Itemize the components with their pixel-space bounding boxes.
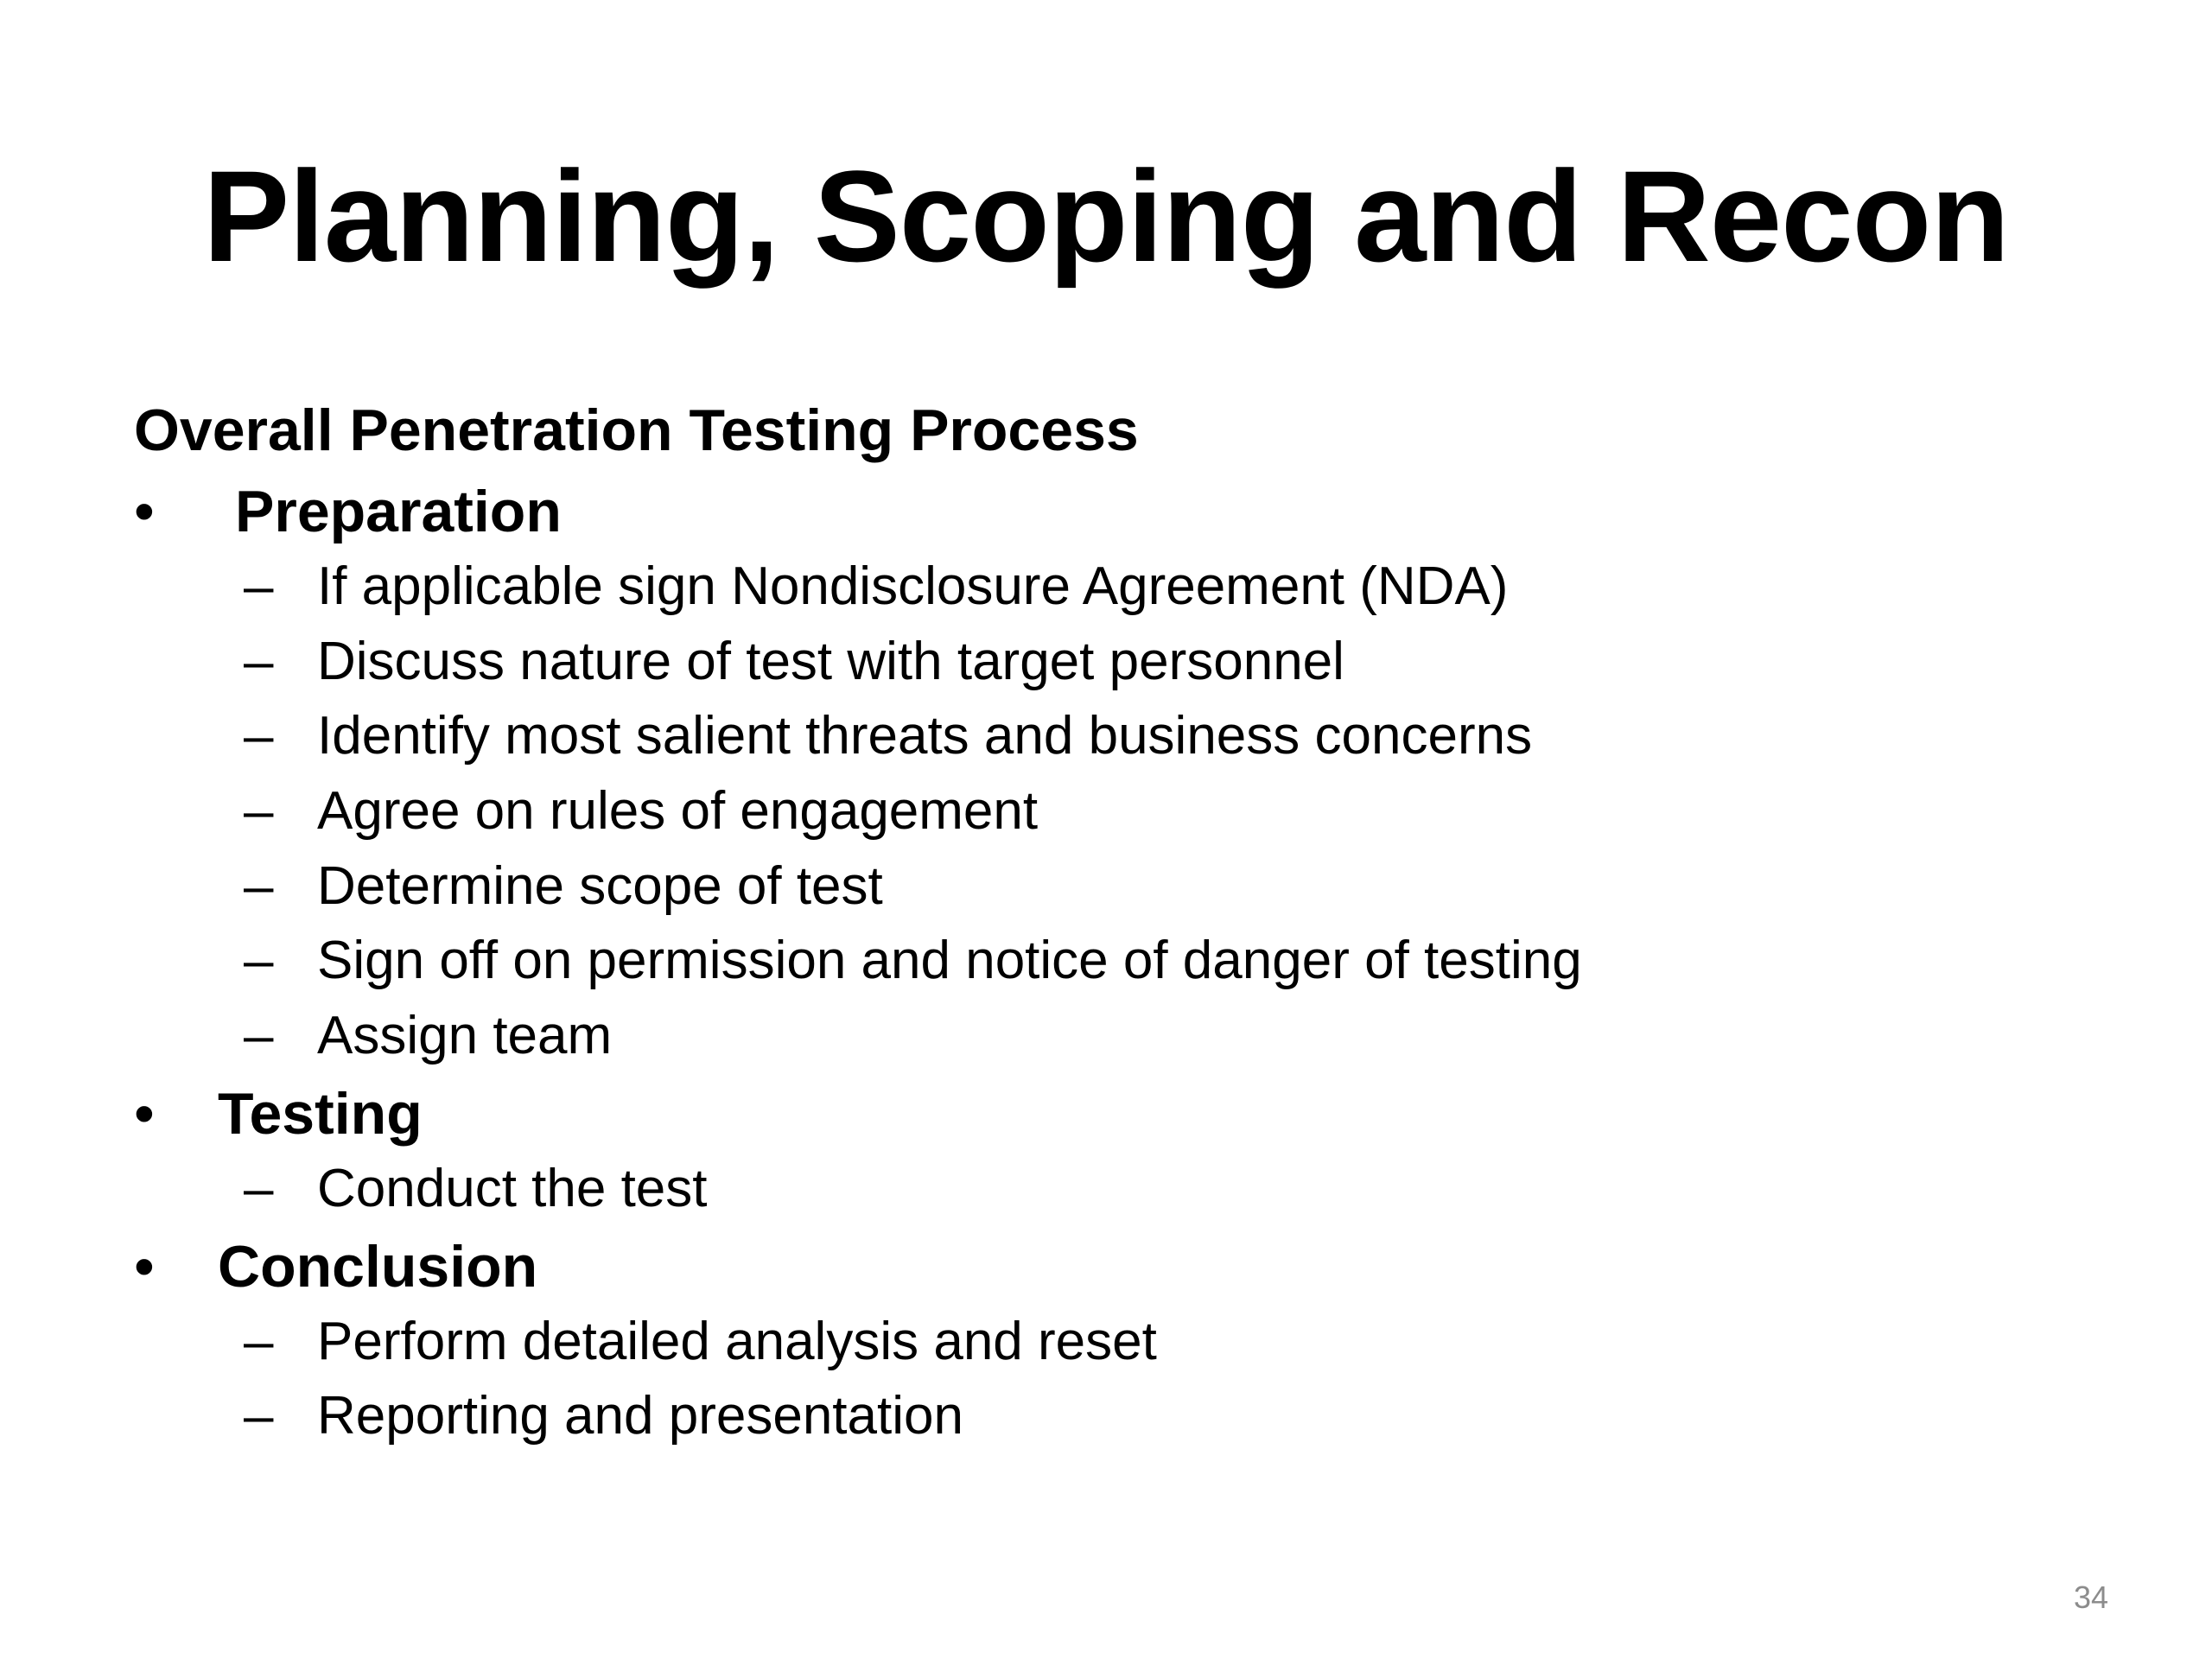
list-item: [134, 1154, 2121, 1230]
list-item-text: Discuss nature of test with target personnel: [317, 631, 1344, 691]
list-item: [134, 777, 2121, 852]
bullet-dot-icon: •: [134, 479, 155, 544]
list-item-text: Assign team: [317, 1006, 613, 1066]
dash-icon: –: [244, 855, 274, 916]
bullet-label: Testing: [218, 1080, 423, 1147]
list-item-text: Conduct the test: [317, 1158, 708, 1218]
dash-icon: –: [244, 706, 274, 766]
bullet-conclusion: [134, 1230, 2121, 1307]
list-item-text: Sign off on permission and notice of danger of testing: [317, 931, 1582, 991]
bullet-label: Preparation: [235, 479, 562, 544]
dash-icon: –: [244, 556, 274, 616]
list-item: [134, 627, 2121, 702]
dash-icon: –: [244, 1006, 274, 1066]
section-heading: Overall Penetration Testing Process: [134, 397, 1139, 463]
bullet-label: Conclusion: [218, 1233, 538, 1300]
list-item: [134, 702, 2121, 777]
list-item-text: Perform detailed analysis and reset: [317, 1311, 1157, 1371]
dash-icon: –: [244, 931, 274, 991]
list-item-text: Identify most salient threats and business concerns: [317, 706, 1533, 766]
bullet-testing: [134, 1077, 2121, 1154]
list-item-text: Determine scope of test: [317, 855, 883, 916]
list-item: [134, 1382, 2121, 1457]
slide-content: [134, 393, 2121, 1457]
list-item: [134, 1307, 2121, 1382]
dash-icon: –: [244, 1311, 274, 1371]
bullet-dot-icon: •: [134, 1233, 155, 1300]
list-item: [134, 1001, 2121, 1077]
bullet-dot-icon: •: [134, 1080, 155, 1147]
list-item: [134, 926, 2121, 1001]
dash-icon: –: [244, 631, 274, 691]
dash-icon: –: [244, 1386, 274, 1446]
list-item-text: Reporting and presentation: [317, 1386, 963, 1446]
list-item-text: Agree on rules of engagement: [317, 781, 1039, 842]
bullet-preparation: [134, 474, 2121, 552]
list-item: [134, 552, 2121, 627]
dash-icon: –: [244, 781, 274, 842]
list-item: [134, 852, 2121, 927]
slide-number: 34: [2073, 1580, 2108, 1615]
dash-icon: –: [244, 1158, 274, 1218]
list-item-text: If applicable sign Nondisclosure Agreement (NDA): [317, 556, 1509, 616]
slide-title: Planning, Scoping and Recon: [203, 143, 2009, 289]
